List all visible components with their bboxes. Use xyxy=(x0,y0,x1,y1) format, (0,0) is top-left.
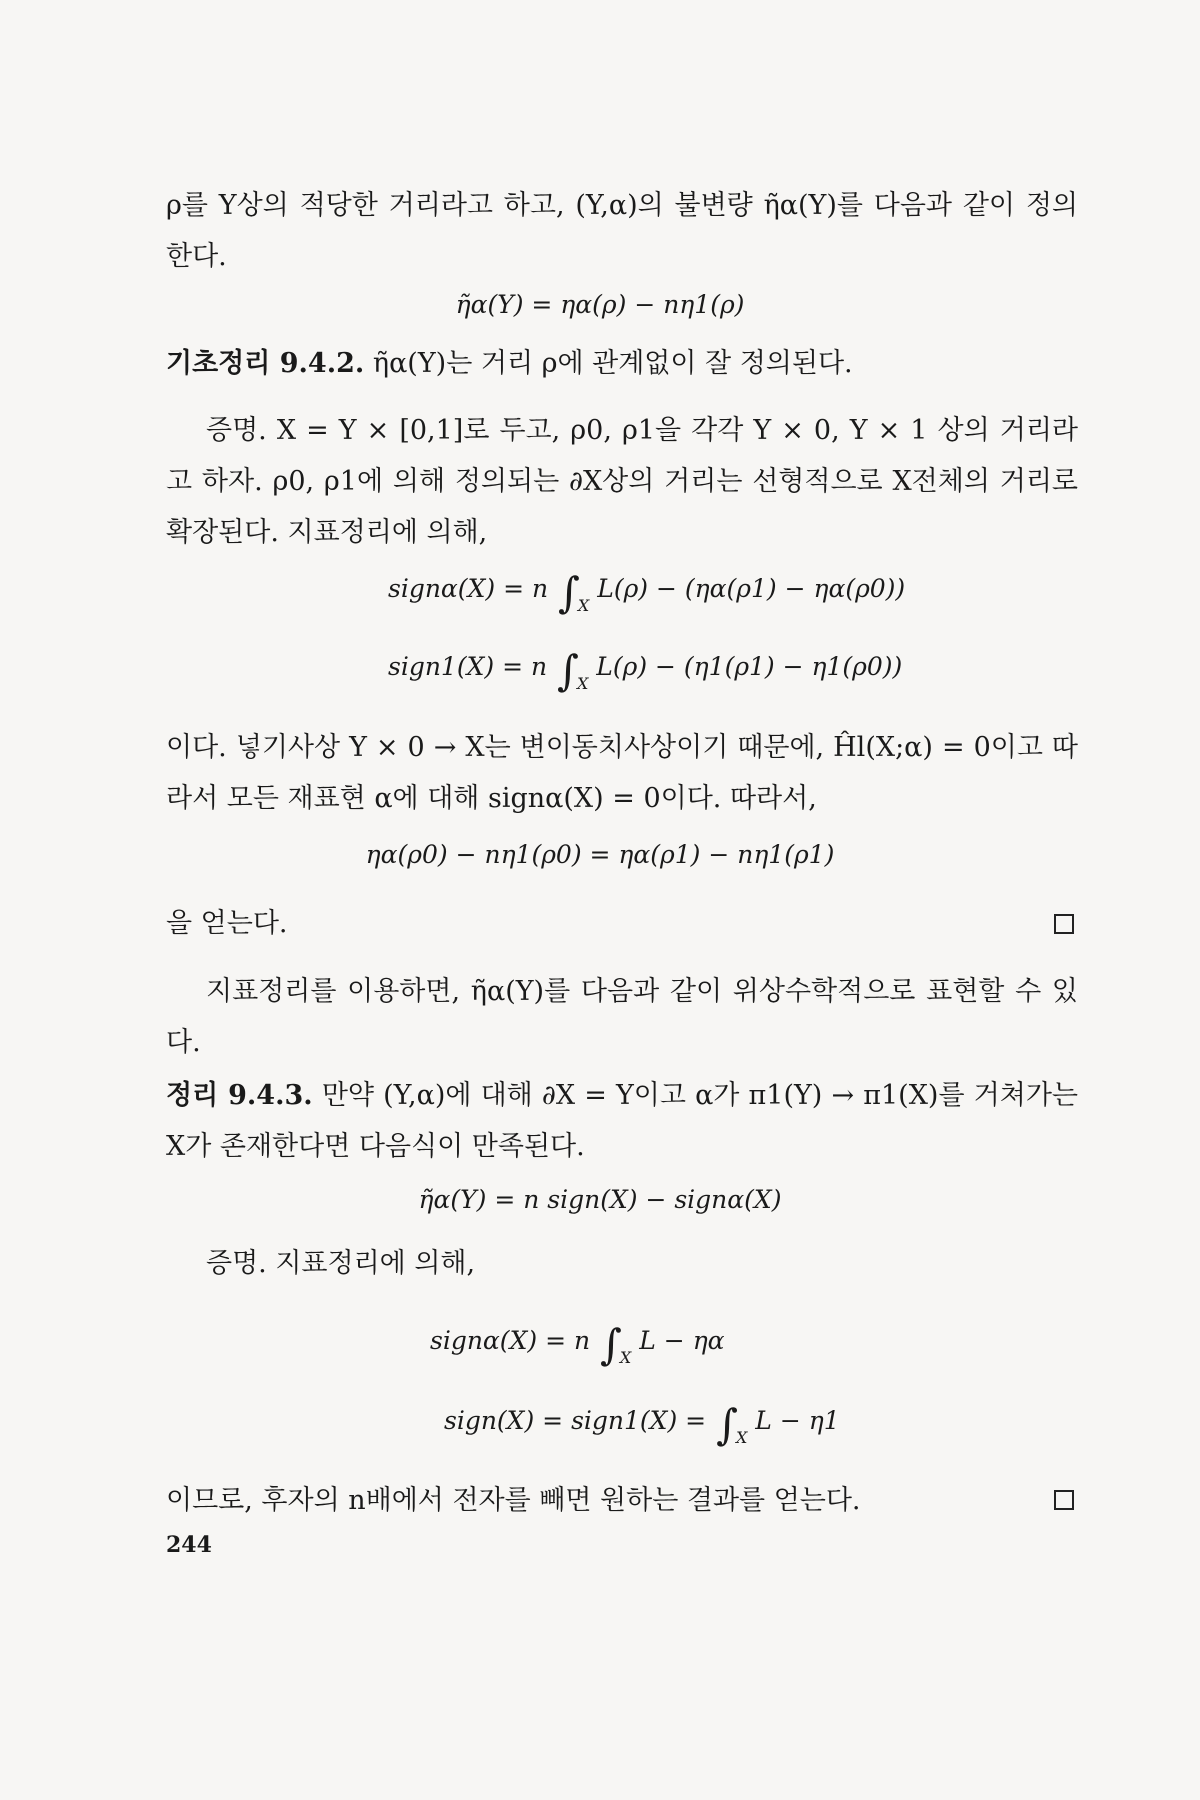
equation-sign-L xyxy=(444,1400,1200,1449)
eq7-rhs: L − η1 xyxy=(755,1406,840,1435)
integral-domain: X xyxy=(576,674,589,693)
integral-sign: ∫ xyxy=(558,568,580,617)
lemma-label: 기초정리 9.4.2. xyxy=(166,348,365,379)
integral-domain: X xyxy=(619,1348,632,1367)
lemma-9-4-2 xyxy=(166,338,1078,389)
proof-lemma xyxy=(166,405,1078,558)
proof-label: 증명. xyxy=(206,415,267,446)
paragraph-obtain: 을 얻는다. xyxy=(166,908,288,939)
integral-sign: ∫ xyxy=(557,646,579,695)
equation-eta-tilde: η̃α(Y) = ηα(ρ) − nη1(ρ) xyxy=(455,290,745,319)
integral-sign: ∫ xyxy=(716,1400,738,1449)
proof-text: 지표정리에 의해, xyxy=(275,1248,476,1279)
paragraph-conclusion: 이므로, 후자의 n배에서 전자를 빼면 원하는 결과를 얻는다. xyxy=(166,1485,861,1516)
eq6-lhs: signα(X) = n xyxy=(430,1326,591,1355)
proof-text: X = Y × [0,1]로 두고, ρ0, ρ1을 각각 Y × 0, Y × 1 상의 거리라 고 하자. ρ0, ρ1에 의해 정의되는 ∂X상의 거리는 선형적으로 X전체의 거리로 확장된다. 지표정리에 의해, xyxy=(166,415,1078,548)
paragraph-definition: ρ를 Y상의 적당한 거리라고 하고, (Y,α)의 불변량 η̃α(Y)를 다음과 같이 정의한다. xyxy=(166,190,1078,272)
theorem-text: 만약 (Y,α)에 대해 ∂X = Y이고 α가 π1(Y) → π1(X)를 거쳐가는 X가 존재한다면 다음식이 만족된다. xyxy=(166,1080,1078,1162)
page-number: 244 xyxy=(166,1532,212,1558)
paragraph-inclusion: 이다. 넣기사상 Y × 0 → X는 변이동치사상이기 때문에, Ĥl(X;α) = 0이고 따라서 모든 재표현 α에 대해 signα(X) = 0이다. 따라서, xyxy=(166,732,1078,814)
eq3-lhs: sign1(X) = n xyxy=(388,652,548,681)
equation-eta-tilde-sign: η̃α(Y) = n sign(X) − signα(X) xyxy=(418,1185,782,1214)
eq2-rhs: L(ρ) − (ηα(ρ1) − ηα(ρ0)) xyxy=(597,574,906,603)
qed-square xyxy=(1054,914,1074,934)
qed-square xyxy=(1054,1490,1074,1510)
equation-sign-alpha-integral xyxy=(388,568,1200,617)
proof-theorem xyxy=(166,1238,1078,1289)
lemma-text: η̃α(Y)는 거리 ρ에 관계없이 잘 정의된다. xyxy=(372,348,853,379)
equation-sign-alpha-L xyxy=(430,1320,1200,1369)
theorem-label: 정리 9.4.3. xyxy=(166,1080,313,1111)
eq7-lhs: sign(X) = sign1(X) = xyxy=(444,1406,707,1435)
integral-domain: X xyxy=(577,596,590,615)
eq2-lhs: signα(X) = n xyxy=(388,574,549,603)
eq6-rhs: L − ηα xyxy=(639,1326,725,1355)
equation-eta-rho: ηα(ρ0) − nη1(ρ0) = ηα(ρ1) − nη1(ρ1) xyxy=(365,840,835,869)
paragraph-topological: 지표정리를 이용하면, η̃α(Y)를 다음과 같이 위상수학적으로 표현할 수 있다. xyxy=(166,976,1078,1058)
equation-sign-1-integral xyxy=(388,646,1200,695)
integral-sign: ∫ xyxy=(600,1320,622,1369)
theorem-9-4-3 xyxy=(166,1070,1078,1172)
eq3-rhs: L(ρ) − (η1(ρ1) − η1(ρ0)) xyxy=(596,652,903,681)
proof-label: 증명. xyxy=(206,1248,267,1279)
integral-domain: X xyxy=(735,1428,748,1447)
